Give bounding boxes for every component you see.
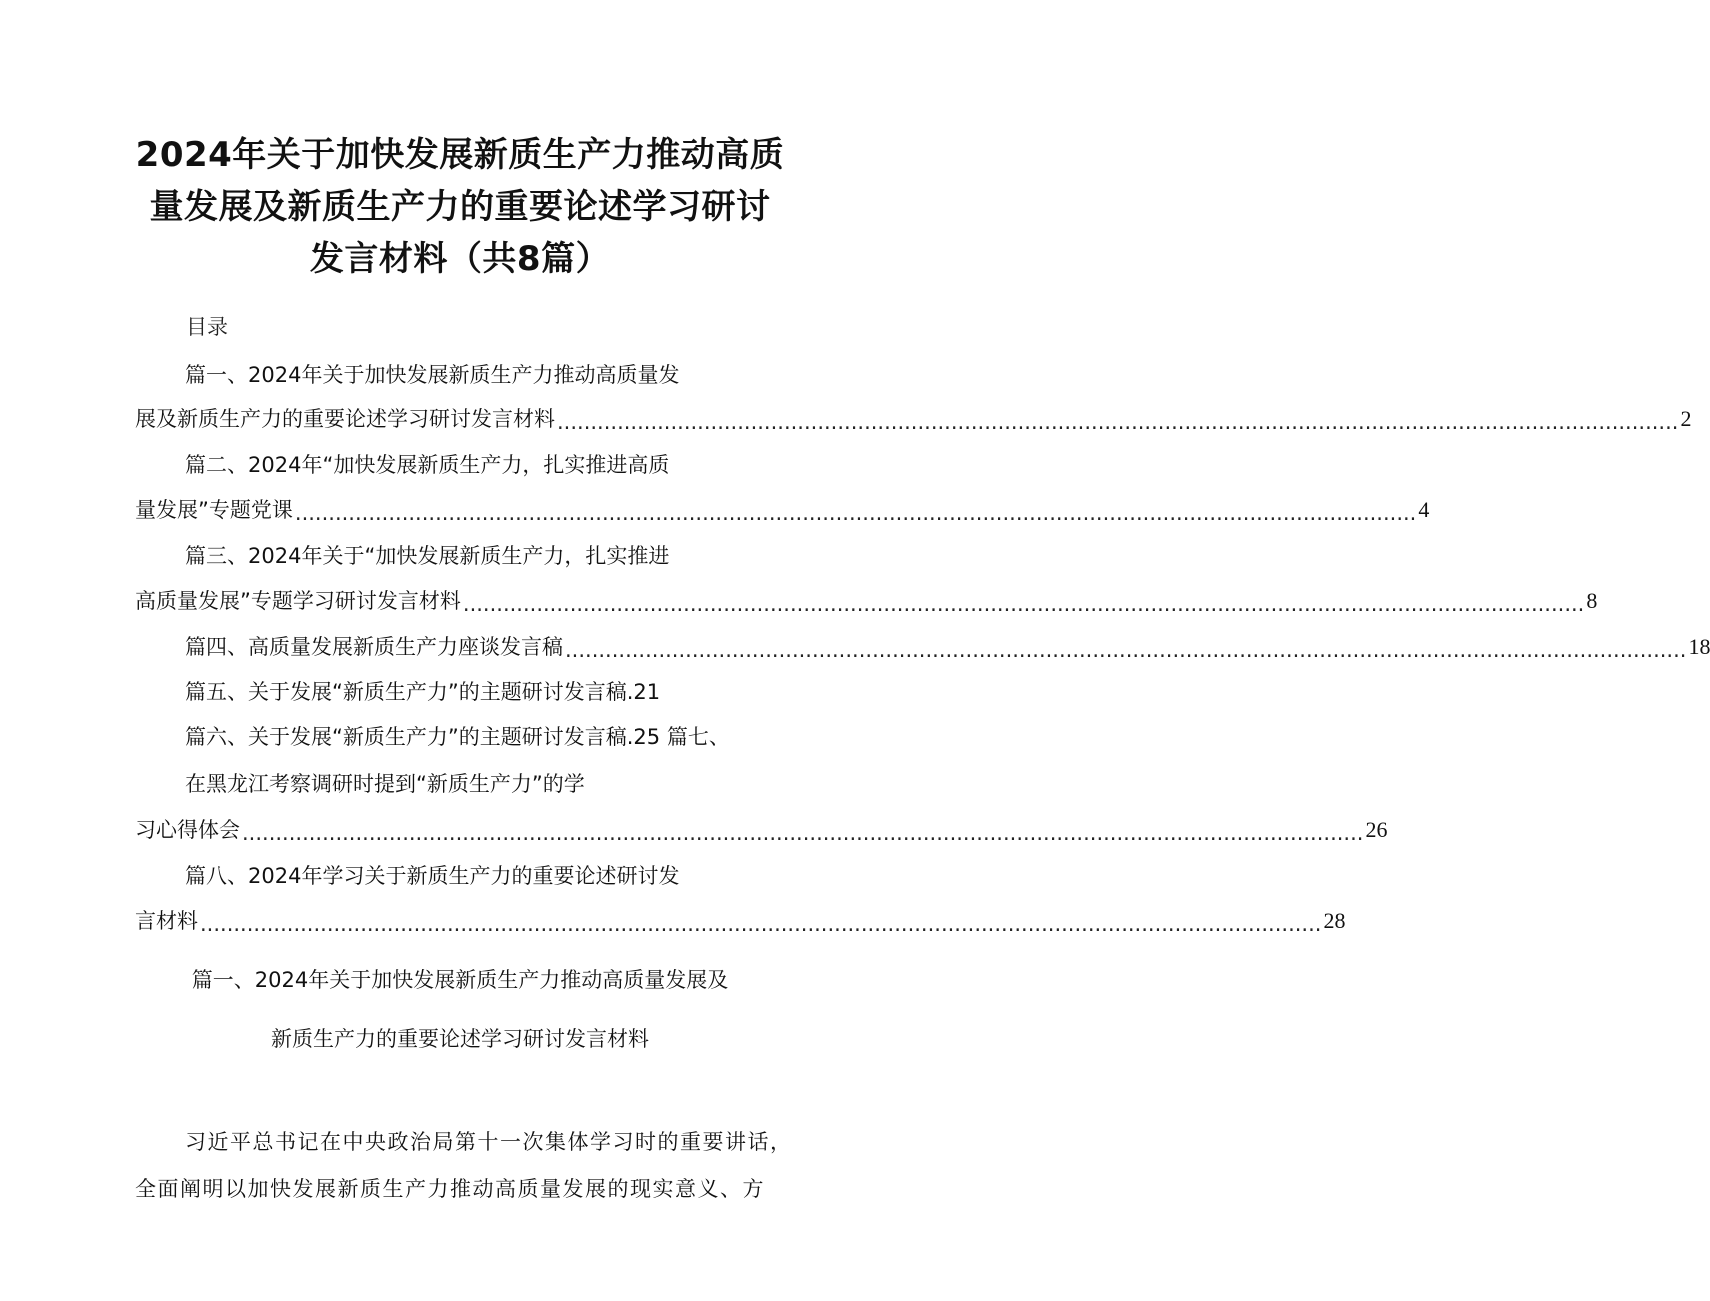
section-heading-line-1: 篇一、2024年关于加快发展新质生产力推动高质量发展及 [191, 968, 729, 992]
toc-entry-8-line-2[interactable] [135, 906, 1346, 936]
toc-entry-1-line-2[interactable] [135, 404, 1692, 434]
toc-entry-2-page: 4 [1418, 497, 1430, 522]
toc-entry-3-page: 8 [1586, 588, 1598, 613]
toc-entry-1-text: 展及新质生产力的重要论述学习研讨发言材料 [135, 407, 555, 431]
toc-entry-7-line-2[interactable] [135, 815, 1388, 845]
toc-entry-1-line-1[interactable]: 篇一、2024年关于加快发展新质生产力推动高质量发 [185, 363, 680, 387]
toc-leader-dots: ........................................................................................................................................................................ [200, 912, 1322, 936]
body-paragraph-line-2: 全面阐明以加快发展新质生产力推动高质量发展的现实意义、方 [135, 1177, 765, 1201]
toc-entry-7-page: 26 [1365, 817, 1388, 842]
toc-entry-8-line-1[interactable]: 篇八、2024年学习关于新质生产力的重要论述研讨发 [185, 864, 680, 888]
body-paragraph-line-1: 习近平总书记在中央政治局第十一次集体学习时的重要讲话， [185, 1130, 793, 1154]
toc-entry-2-line-1[interactable]: 篇二、2024年“加快发展新质生产力，扎实推进高质 [185, 453, 670, 477]
section-heading-line-2: 新质生产力的重要论述学习研讨发言材料 [271, 1027, 649, 1051]
toc-entry-7-text: 习心得体会 [135, 818, 240, 842]
toc-leader-dots: ........................................................................................................................................................................ [242, 821, 1364, 845]
doc-title-line-1: 2024年关于加快发展新质生产力推动高质 [135, 135, 785, 175]
toc-leader-dots: ........................................................................................................................................................................ [557, 410, 1679, 434]
toc-entry-8-text: 言材料 [135, 909, 198, 933]
doc-title-line-3: 发言材料（共8篇） [309, 239, 611, 279]
toc-entry-3-text: 高质量发展”专题学习研讨发言材料 [135, 589, 461, 613]
doc-title-line-2: 量发展及新质生产力的重要论述学习研讨 [149, 187, 771, 227]
toc-entry-3-line-2[interactable] [135, 586, 1598, 616]
toc-entry-4-page: 18 [1688, 634, 1710, 659]
toc-entry-2-line-2[interactable] [135, 495, 1430, 525]
toc-leader-dots: ........................................................................................................................................................................ [294, 501, 1417, 525]
toc-entry-7-line-1[interactable]: 在黑龙江考察调研时提到“新质生产力”的学 [185, 772, 585, 796]
toc-entry-1-page: 2 [1680, 406, 1692, 431]
toc-entry-2-text: 量发展”专题党课 [135, 498, 293, 522]
toc-entry-5[interactable]: 篇五、关于发展“新质生产力”的主题研讨发言稿.21 [185, 680, 661, 704]
toc-entry-6[interactable]: 篇六、关于发展“新质生产力”的主题研讨发言稿.25 篇七、 [185, 725, 730, 749]
toc-label: 目录 [186, 315, 228, 339]
toc-entry-8-page: 28 [1323, 908, 1346, 933]
toc-leader-dots: ........................................................................................................................................................................ [462, 592, 1585, 616]
toc-entry-3-line-1[interactable]: 篇三、2024年关于“加快发展新质生产力，扎实推进 [185, 544, 670, 568]
toc-entry-4-text: 篇四、高质量发展新质生产力座谈发言稿 [185, 635, 563, 659]
toc-leader-dots: ........................................................................................................................................................................ [565, 638, 1687, 662]
toc-entry-4[interactable] [185, 632, 1710, 662]
